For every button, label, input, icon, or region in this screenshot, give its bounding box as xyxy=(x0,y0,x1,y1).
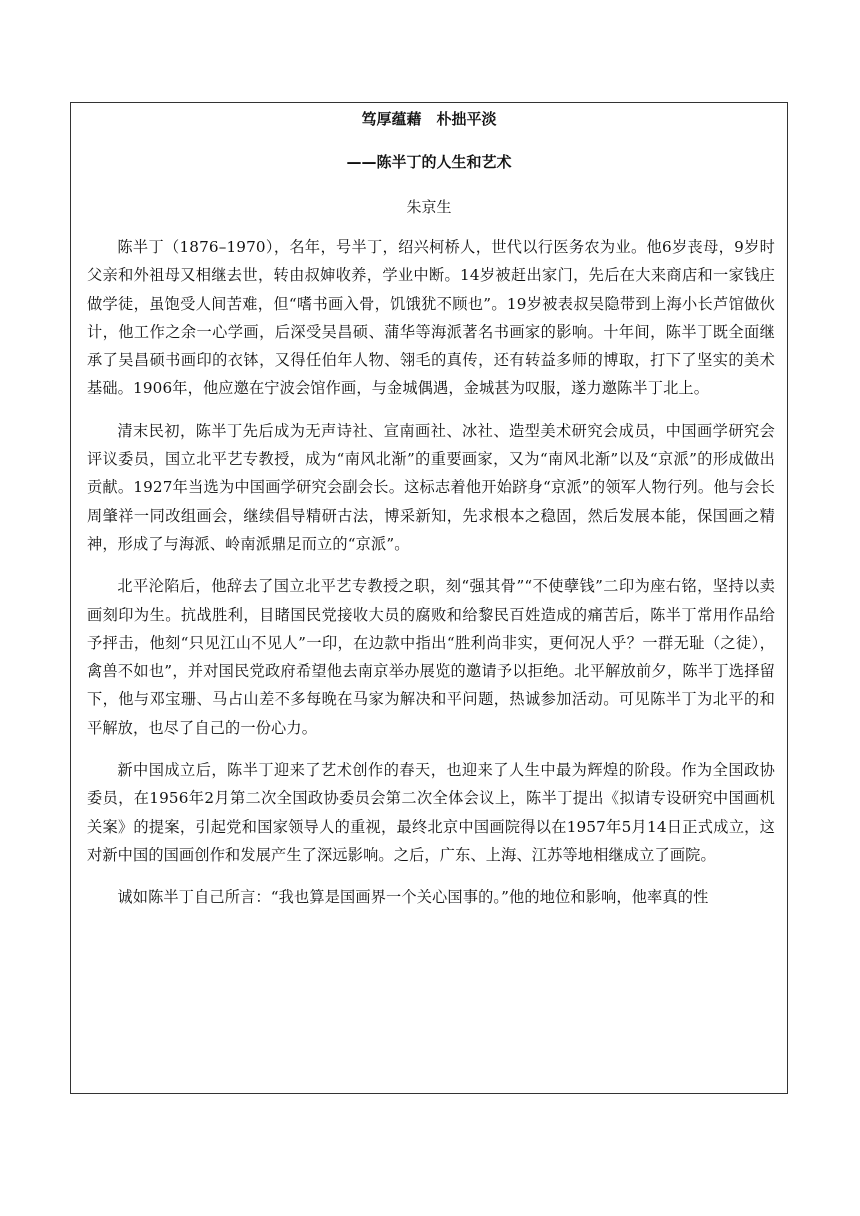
paragraph-5: 诚如陈半丁自己所言：“我也算是国画界一个关心国事的。”他的地位和影响，他率真的性 xyxy=(117,888,709,907)
paragraph-2: 清末民初，陈半丁先后成为无声诗社、宣南画社、冰社、造型美术研究会成员，中国画学研究会评议委员，国立北平艺专教授，成为“南风北渐”的重要画家，又为“南风北渐”以及“京派”的形成做出贡献。1927年当选为中国画学研究会副会长。这标志着他开始跻身“京派”的领军人物行列。他与会长周肇祥一同改组画会，继续倡导精研古法，博采新知，先求根本之稳固，然后发展本能，保国画之精神，形成了与海派、岭南派鼎足而立的“京派”。 xyxy=(87,421,775,553)
article-title: 笃厚蕴藉 朴拙平淡 xyxy=(361,110,497,128)
document-frame xyxy=(70,102,788,1094)
article-author: 朱京生 xyxy=(406,198,452,216)
article-subtitle: ——陈半丁的人生和艺术 xyxy=(346,153,512,171)
article-body xyxy=(87,233,775,926)
paragraph-1: 陈半丁（1876–1970），名年，号半丁，绍兴柯桥人，世代以行医务农为业。他6岁丧母，9岁时父亲和外祖母又相继去世，转由叔婶收养，学业中断。14岁被赶出家门，先后在大来商店和一家钱庄做学徒，虽饱受人间苦难，但“嗜书画入骨，饥饿犹不顾也”。19岁被表叔吴隐带到上海小长芦馆做伙计，他工作之余一心学画，后深受吴昌硕、蒲华等海派著名书画家的影响。十年间，陈半丁既全面继承了吴昌硕书画印的衣钵，又得任伯年人物、翎毛的真传，还有转益多师的博取，打下了坚实的美术基础。1906年，他应邀在宁波会馆作画，与金城偶遇，金城甚为叹服，遂力邀陈半丁北上。 xyxy=(87,238,775,398)
paragraph-3: 北平沦陷后，他辞去了国立北平艺专教授之职，刻“强其骨”“不使孽钱”二印为座右铭，坚持以卖画刻印为生。抗战胜利，目睹国民党接收大员的腐败和给黎民百姓造成的痛苦后，陈半丁常用作品给予抨击，他刻“只见江山不见人”一印，在边款中指出“胜利尚非实，更何况人乎？一群无耻（之徒），禽兽不如也”，并对国民党政府希望他去南京举办展览的邀请予以拒绝。北平解放前夕，陈半丁选择留下，他与邓宝珊、马占山差不多每晚在马家为解决和平问题，热诚参加活动。可见陈半丁为北平的和平解放，也尽了自己的一份心力。 xyxy=(87,577,775,737)
paragraph-4: 新中国成立后，陈半丁迎来了艺术创作的春天，也迎来了人生中最为辉煌的阶段。作为全国政协委员，在1956年2月第二次全国政协委员会第二次全体会议上，陈半丁提出《拟请专设研究中国画机关案》的提案，引起党和国家领导人的重视，最终北京中国画院得以在1957年5月14日正式成立，这对新中国的国画创作和发展产生了深远影响。之后，广东、上海、江苏等地相继成立了画院。 xyxy=(87,761,775,864)
